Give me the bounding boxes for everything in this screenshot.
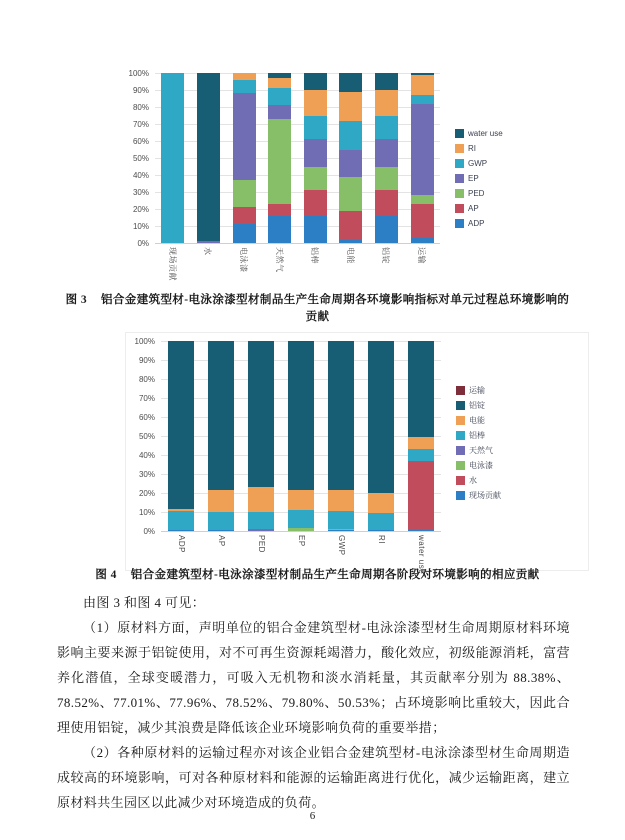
stacked-bar [248,341,274,531]
figure4-caption [60,567,575,584]
bar-segment [375,190,398,216]
legend-label: PED [468,188,485,198]
bar-segment [304,90,327,116]
body-paragraph-1: （1）原材料方面，声明单位的铝合金建筑型材-电泳涂漆型材生命周期原材料环境影响主要来源于铝锭使用，对不可再生资源耗竭潜力，酸化效应，初级能源消耗，富营养化潜值，全球变暖潜力，可吸入无机物和淡水消耗量，其贡献率分别为 88.38%、78.52%、77.01%、77.96%、78.52%、79.80%、50.53%；占环境影响比重较大，因此合理使用铝锭，减少其浪费是降低该企业环境影响负荷的重要举措； [57,620,570,735]
legend-label: 现场贡献 [469,490,501,500]
legend-label: 铝锭 [469,400,485,410]
figure3-chart [125,63,585,295]
legend-swatch [456,431,465,440]
bar-segment [375,216,398,243]
bar-segment [197,73,220,241]
legend-label: 电泳漆 [469,460,493,470]
bar-segment [208,512,234,530]
bar-segment [233,93,256,180]
stacked-bar [328,341,354,531]
legend-item [456,430,501,440]
legend-label: ADP [468,218,485,228]
legend-label: AP [468,203,479,213]
gridline [155,243,440,244]
bar-segment [268,78,291,88]
bar-segment [304,190,327,216]
figure4-caption-label: 图 4 [95,569,117,581]
legend-item [456,385,501,395]
legend-item [455,173,503,183]
bar-segment [304,73,327,90]
y-tick-label: 20% [132,205,149,214]
bar-segment [328,511,354,529]
x-axis-label: 天然气 [274,247,284,273]
legend-swatch [455,189,464,198]
legend-swatch [455,159,464,168]
y-tick-label: 40% [132,171,149,180]
bar-segment [368,513,394,530]
x-axis-label: EP [297,535,306,547]
stacked-bar [197,73,220,243]
x-axis-label: ADP [177,535,186,553]
figure3-caption-label: 图 3 [65,294,87,306]
bar-segment [233,224,256,243]
bar-segment [339,73,362,92]
y-tick-label: 60% [138,413,155,422]
bar-segment [304,216,327,243]
bar-segment [248,529,274,531]
legend-item [455,188,503,198]
legend-swatch [456,491,465,500]
x-axis-label: RI [377,535,386,544]
y-tick-label: 20% [138,489,155,498]
stacked-bar [288,341,314,531]
bar-segment [161,73,184,243]
legend-label: 水 [469,475,477,485]
bar-segment [248,512,274,529]
bar-segment [268,88,291,105]
page-number: 6 [309,810,316,822]
bar-segment [408,341,434,437]
legend-swatch [456,461,465,470]
legend-item [455,128,503,138]
stacked-bar [408,341,434,531]
bar-segment [411,195,434,204]
bar-segment [288,528,314,531]
bar-segment [168,530,194,531]
bar-segment [168,511,194,530]
legend-swatch [456,386,465,395]
y-tick-label: 40% [138,451,155,460]
legend-label: RI [468,143,476,153]
y-tick-label: 50% [138,432,155,441]
legend [455,128,503,228]
bar-segment [328,530,354,531]
bar-segment [375,90,398,116]
bar-segment [368,530,394,531]
bar-segment [375,116,398,140]
bar-segment [411,104,434,196]
x-axis-label: 铝棒 [310,247,320,264]
stacked-bar [161,73,184,243]
bar-segment [339,211,362,240]
bar-segment [339,150,362,177]
stacked-bar [168,341,194,531]
bar-segment [197,241,220,243]
bar-segment [304,139,327,166]
y-tick-label: 100% [128,69,149,78]
legend-label: water use [468,128,503,138]
y-tick-label: 90% [132,86,149,95]
bar-segment [375,139,398,166]
legend-item [455,203,503,213]
bar-segment [208,490,234,512]
legend-swatch [455,174,464,183]
legend-swatch [456,446,465,455]
legend-item [456,400,501,410]
bar-segment [328,341,354,490]
stacked-bar [268,73,291,243]
bar-segment [411,238,434,243]
legend-label: 电能 [469,415,485,425]
bar-segment [248,341,274,487]
bar-segment [375,167,398,191]
legend-swatch [456,416,465,425]
legend-label: 天然气 [469,445,493,455]
legend-item [456,415,501,425]
y-tick-label: 30% [132,188,149,197]
bar-segment [408,530,434,531]
bar-segment [288,490,314,510]
body-paragraph-2: （2）各种原材料的运输过程亦对该企业铝合金建筑型材-电泳涂漆型材生命周期造成较高的环境影响，可对各种原材料和能源的运输距离进行优化，减少运输距离，建立原材料共生园区以此减少对环境造成的负荷。 [57,745,570,810]
x-axis-label: 电能 [345,247,355,264]
legend-label: 铝棒 [469,430,485,440]
x-axis-label: AP [217,535,226,547]
bar-segment [304,167,327,191]
y-tick-label: 0% [143,527,155,536]
stacked-bar [208,341,234,531]
legend-label: EP [468,173,479,183]
bar-segment [411,204,434,238]
legend-swatch [455,129,464,138]
y-tick-label: 80% [132,103,149,112]
legend [456,385,501,500]
figure3-caption [60,292,575,326]
y-tick-label: 30% [138,470,155,479]
legend-swatch [456,401,465,410]
bar-segment [268,105,291,119]
bar-segment [339,121,362,150]
legend-swatch [455,204,464,213]
y-tick-label: 70% [138,394,155,403]
bar-segment [208,341,234,490]
y-tick-label: 10% [138,508,155,517]
body-text [57,590,570,815]
bar-segment [268,216,291,243]
legend-label: 运输 [469,385,485,395]
stacked-bar [339,73,362,243]
y-tick-label: 80% [138,375,155,384]
stacked-bar [304,73,327,243]
bar-segment [408,449,434,460]
legend-item [456,475,501,485]
bar-segment [408,461,434,530]
bar-segment [304,116,327,140]
gridline [161,531,441,532]
bar-segment [248,487,274,512]
x-axis-label: PED [257,535,266,553]
bar-segment [339,177,362,211]
bar-segment [339,240,362,243]
bar-segment [368,341,394,493]
figure3-caption-text: 铝合金建筑型材-电泳涂漆型材制品生产生命周期各环境影响指标对单元过程总环境影响的贡献 [101,294,570,323]
legend-item [455,218,503,228]
stacked-bar [233,73,256,243]
x-axis-label: 运输 [417,247,426,264]
y-tick-label: 90% [138,356,155,365]
legend-label: GWP [468,158,488,168]
legend-swatch [455,144,464,153]
legend-item [456,445,501,455]
x-axis-label: water use [417,535,426,575]
bar-segment [233,180,256,207]
legend-swatch [456,476,465,485]
bar-segment [233,73,256,80]
legend-swatch [455,219,464,228]
legend-item [456,490,501,500]
y-tick-label: 0% [137,239,149,248]
bar-segment [233,207,256,224]
bar-segment [288,510,314,528]
stacked-bar [368,341,394,531]
x-axis-label: 铝锭 [381,247,391,264]
stacked-bar [411,73,434,243]
bar-segment [339,92,362,121]
x-axis-label: 电泳漆 [239,247,248,273]
body-intro-line: 由图 3 和图 4 可见： [83,595,206,610]
bar-segment [208,530,234,531]
bar-segment [233,80,256,94]
legend-item [456,460,501,470]
bar-segment [411,75,434,95]
bar-segment [268,204,291,216]
legend-item [455,158,503,168]
bar-segment [328,490,354,511]
y-tick-label: 50% [132,154,149,163]
y-tick-label: 60% [132,137,149,146]
y-tick-label: 10% [132,222,149,231]
x-axis-label: 水 [203,247,213,256]
x-axis-label: 现场贡献 [167,247,177,281]
bar-segment [168,341,194,509]
bar-segment [411,95,434,104]
bar-segment [268,119,291,204]
y-tick-label: 100% [134,337,155,346]
legend-item [455,143,503,153]
bar-segment [408,437,434,449]
bar-segment [288,342,314,490]
x-axis-label: GWP [337,535,346,556]
bar-segment [368,493,394,513]
figure4-caption-text: 铝合金建筑型材-电泳涂漆型材制品生产生命周期各阶段对环境影响的相应贡献 [130,569,540,581]
y-tick-label: 70% [132,120,149,129]
stacked-bar [375,73,398,243]
bar-segment [375,73,398,90]
